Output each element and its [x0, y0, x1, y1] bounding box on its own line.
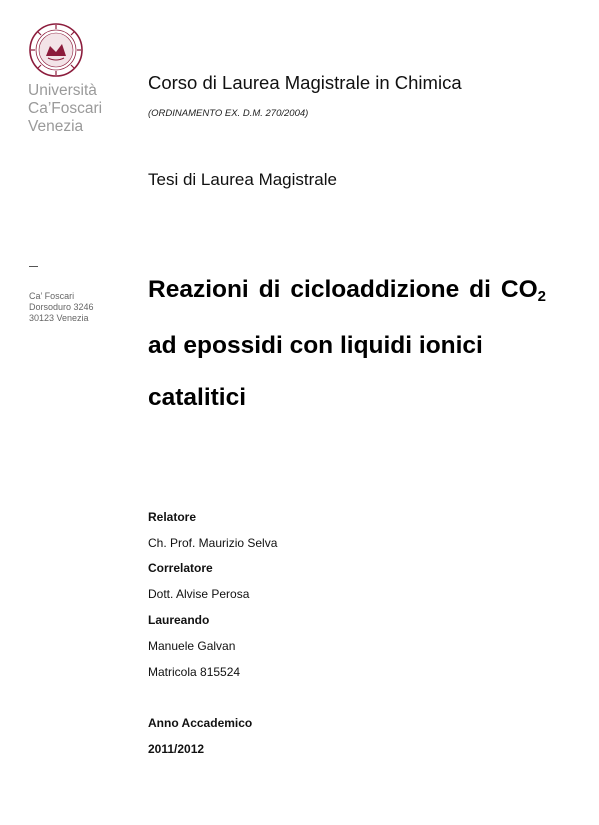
academic-year-label: Anno Accademico [148, 716, 253, 730]
co2-subscript: 2 [537, 288, 546, 305]
co2-formula [501, 276, 546, 305]
relatore-label: Relatore [148, 510, 197, 524]
university-address [29, 291, 94, 324]
title-word: di [469, 276, 491, 303]
title-line-1 [148, 276, 546, 305]
course-name: Corso di Laurea Magistrale in Chimica [148, 72, 462, 93]
title-line-3: catalitici [148, 384, 247, 411]
correlatore-name: Dott. Alvise Perosa [148, 587, 250, 601]
university-seal-icon [28, 22, 84, 78]
title-word: cicloaddizione [290, 276, 460, 303]
title-line-2: ad epossidi con liquidi ionici [148, 332, 483, 359]
ordinamento-note: (ORDINAMENTO EX. D.M. 270/2004) [148, 108, 309, 119]
matricola: Matricola 815524 [148, 665, 241, 679]
address-line: Dorsoduro 3246 [29, 302, 94, 312]
relatore-name: Ch. Prof. Maurizio Selva [148, 536, 278, 550]
university-name-line: Ca’Foscari [28, 100, 103, 117]
academic-year-value: 2011/2012 [148, 742, 205, 756]
address-line: 30123 Venezia [29, 313, 89, 323]
laureando-name: Manuele Galvan [148, 639, 236, 653]
title-word: Reazioni [148, 276, 249, 303]
divider [29, 266, 38, 267]
address-line: Ca’ Foscari [29, 291, 75, 301]
university-name-line: Università [28, 82, 97, 99]
university-name [28, 82, 138, 136]
correlatore-label: Correlatore [148, 561, 213, 575]
co2-base: CO [500, 276, 538, 303]
title-word: di [258, 276, 281, 303]
thesis-type: Tesi di Laurea Magistrale [148, 170, 337, 189]
university-name-line: Venezia [28, 118, 84, 135]
laureando-label: Laureando [148, 613, 210, 627]
